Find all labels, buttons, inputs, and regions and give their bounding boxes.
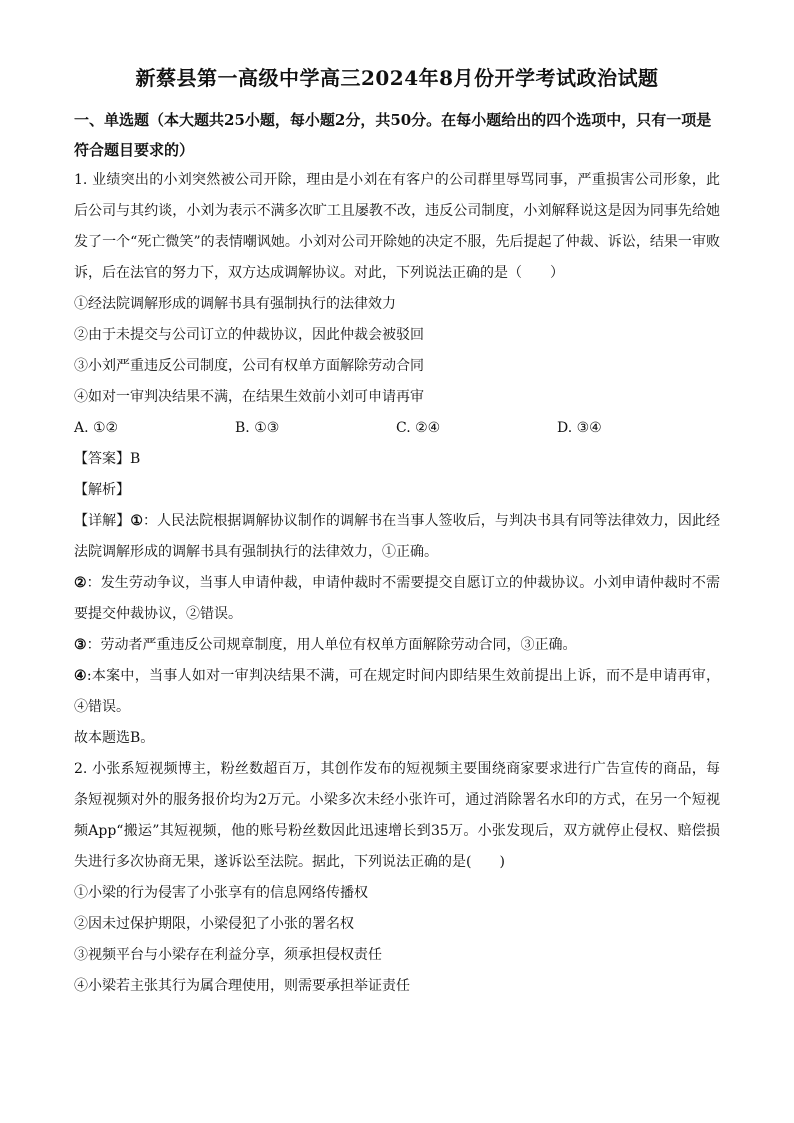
question-1-stem: 1. 业绩突出的小刘突然被公司开除，理由是小刘在有客户的公司群里辱骂同事，严重损害公司形象，此后公司与其约谈，小刘为表示不满多次旷工且屡教不改，违反公司制度，小刘解释说这是因为同事先给她发了一个“死亡微笑”的表情嘲讽她。小刘对公司开除她的决定不服，先后提起了仲裁、诉讼，结果一审败诉，后在法官的努力下，双方达成调解协议。对此，下列说法正确的是（ ） [74, 172, 720, 281]
question-2-option-4: ④小梁若主张其行为属合理使用，则需要承担举证责任 [74, 978, 410, 994]
choice-c: C. ②④ [396, 420, 441, 436]
detail-3-text: ：劳动者严重违反公司规章制度，用人单位有权单方面解除劳动合同，③正确。 [86, 637, 577, 653]
detail-label: 【详解】 [74, 513, 131, 529]
question-2-option-1: ①小梁的行为侵害了小张享有的信息网络传播权 [74, 885, 368, 901]
section-heading: 一、单选题（本大题共25小题，每小题2分，共50分。在每小题给出的四个选项中，只有一项是符合题目要求的） [74, 111, 712, 159]
question-1-option-2: ②由于未提交与公司订立的仲裁协议，因此仲裁会被驳回 [74, 327, 424, 343]
choice-a: A. ①② [74, 420, 119, 436]
question-2-option-2: ②因未过保护期限，小梁侵犯了小张的署名权 [74, 916, 354, 932]
detail-4-text: :本案中，当事人如对一审判决结果不满，可在规定时间内即结果生效前提出上诉，而不是申请再审，④错误。 [74, 668, 720, 715]
question-1-choices [74, 413, 720, 444]
detail-3 [74, 630, 720, 661]
detail-1-text: ：人民法院根据调解协议制作的调解书在当事人签收后，与判决书具有同等法律效力，因此经法院调解形成的调解书具有强制执行的法律效力，①正确。 [74, 513, 721, 560]
detail-1 [74, 506, 720, 568]
question-2 [74, 754, 720, 1002]
choice-b: B. ①③ [235, 420, 280, 436]
detail-2-text: ：发生劳动争议，当事人申请仲裁，申请仲裁时不需要提交自愿订立的仲裁协议。小刘申请仲裁时不需要提交仲裁协议，②错误。 [74, 575, 720, 622]
question-1-option-1: ①经法院调解形成的调解书具有强制执行的法律效力 [74, 296, 396, 312]
detail-2 [74, 568, 720, 630]
question-1-option-4: ④如对一审判决结果不满，在结果生效前小刘可申请再审 [74, 389, 424, 405]
detail-3-marker: ③ [74, 637, 87, 653]
analysis-label: 【解析】 [74, 482, 130, 498]
detail-2-marker: ② [74, 575, 87, 591]
question-1 [74, 165, 720, 754]
page-title: 新蔡县第一高级中学高三2024年8月份开学考试政治试题 [135, 66, 659, 90]
detail-4 [74, 661, 720, 723]
conclusion: 故本题选B。 [74, 730, 155, 746]
answer-label: 【答案】 [74, 451, 130, 467]
answer-line [74, 444, 720, 475]
choice-d: D. ③④ [557, 420, 602, 436]
question-1-option-3: ③小刘严重违反公司制度，公司有权单方面解除劳动合同 [74, 358, 424, 374]
question-2-stem: 2. 小张系短视频博主，粉丝数超百万，其创作发布的短视频主要围绕商家要求进行广告宣传的商品，每条短视频对外的服务报价均为2万元。小梁多次未经小张许可，通过消除署名水印的方式，在另一个短视频App“搬运”其短视频，他的账号粉丝数因此迅速增长到35万。小张发现后，双方就停止侵权、赔偿损失进行多次协商无果，遂诉讼至法院。据此，下列说法正确的是( ) [74, 761, 720, 870]
detail-1-marker: ① [130, 513, 143, 529]
question-2-option-3: ③视频平台与小梁存在利益分享，须承担侵权责任 [74, 947, 382, 963]
detail-4-marker: ④ [74, 668, 87, 684]
answer-value: B [130, 451, 141, 467]
